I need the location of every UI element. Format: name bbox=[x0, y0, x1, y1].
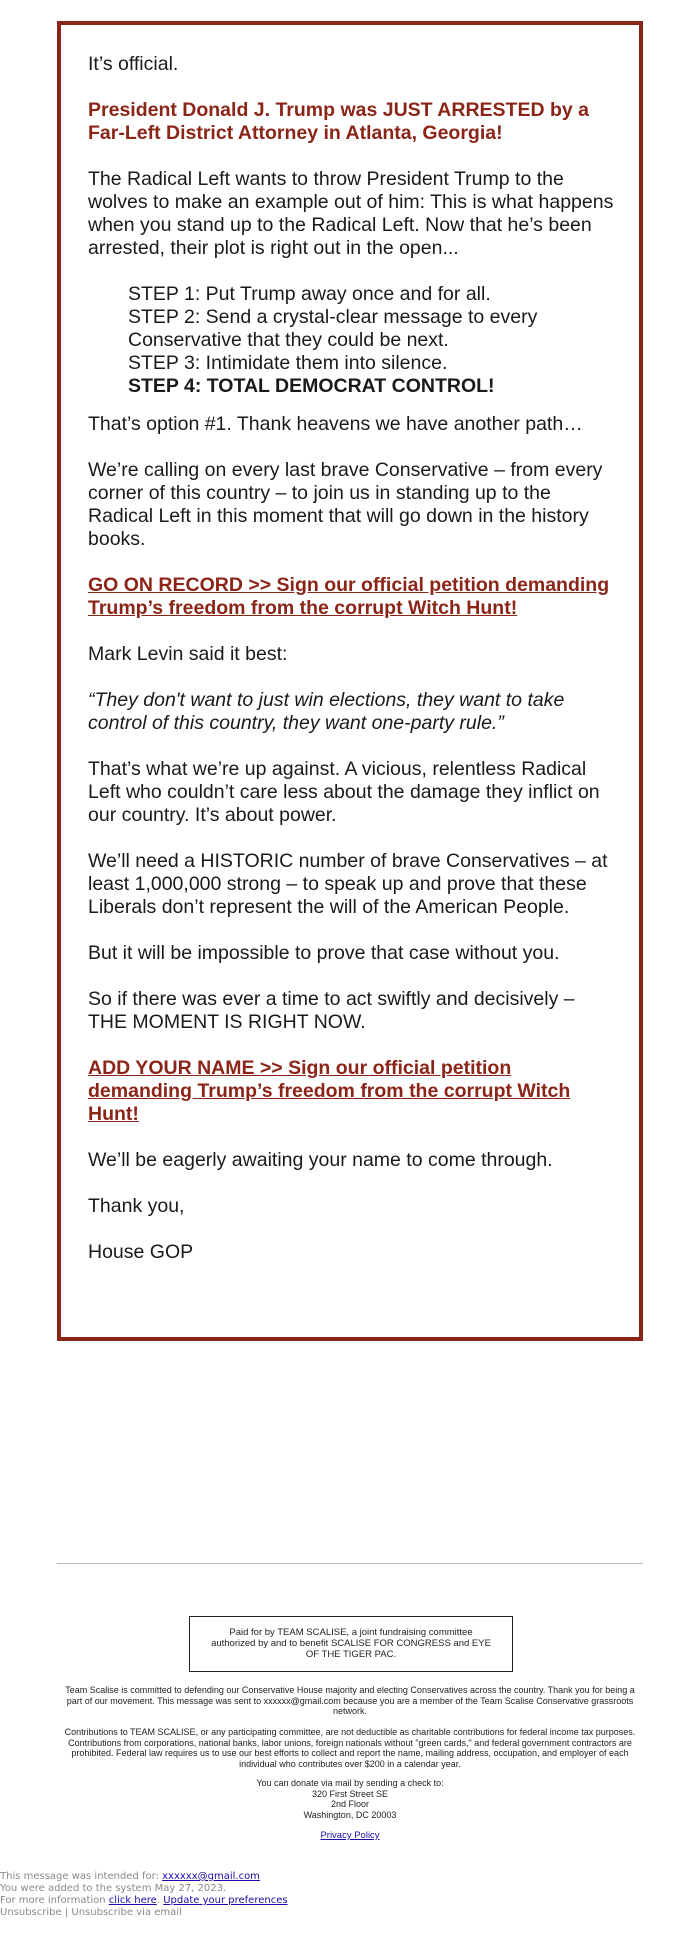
click-here-link[interactable]: click here bbox=[108, 1895, 157, 1906]
separator-dot: . bbox=[156, 1895, 164, 1906]
signature: House GOP bbox=[88, 1241, 194, 1263]
added-to-system-line: You were added to the system May 27, 2023. bbox=[0, 1883, 227, 1894]
paid-for-disclaimer: Paid for by TEAM SCALISE, a joint fundraising committee authorized by and to benefit SCALISE FOR CONGRESS and EYE OF THE TIGER PAC. bbox=[189, 1616, 513, 1672]
unsubscribe-separator: | bbox=[61, 1907, 72, 1918]
intended-email-link[interactable]: xxxxxx@gmail.com bbox=[162, 1871, 260, 1882]
address-line-2: 2nd Floor bbox=[330, 1799, 370, 1809]
headline: President Donald J. Trump was JUST ARRESTED by a Far-Left District Attorney in Atlanta, Georgia! bbox=[88, 99, 589, 144]
email-letter-box bbox=[57, 21, 643, 1341]
more-info-line bbox=[0, 1895, 420, 1907]
footer-divider bbox=[57, 1563, 643, 1564]
paragraph-moment: So if there was ever a time to act swiftly and decisively – THE MOMENT IS RIGHT NOW. bbox=[88, 988, 575, 1033]
paragraph-levin: Mark Levin said it best: bbox=[88, 643, 288, 665]
step-1: STEP 1: Put Trump away once and for all. bbox=[128, 283, 491, 305]
paragraph-awaiting: We’ll be eagerly awaiting your name to come through. bbox=[88, 1149, 553, 1171]
privacy-policy-link[interactable]: Privacy Policy bbox=[320, 1830, 380, 1841]
privacy-section bbox=[57, 1830, 643, 1841]
step-3: STEP 3: Intimidate them into silence. bbox=[128, 352, 448, 374]
address-line-3: Washington, DC 20003 bbox=[303, 1809, 397, 1820]
more-info-label: For more information bbox=[0, 1895, 109, 1906]
intended-for-line bbox=[0, 1871, 420, 1883]
paragraph-historic: We’ll need a HISTORIC number of brave Conservatives – at least 1,000,000 strong – to speak up and prove that these Liberals don’t represent the will of the American People. bbox=[88, 850, 608, 918]
step-2: STEP 2: Send a crystal-clear message to every Conservative that they could be next. bbox=[128, 306, 538, 351]
paragraph-up-against: That’s what we’re up against. A vicious, relentless Radical Left who couldn’t care less about the damage they inflict on our country. It’s about power. bbox=[88, 758, 600, 826]
petition-link-add-your-name[interactable]: ADD YOUR NAME >> Sign our official petition demanding Trump’s freedom from the corrupt Witch Hunt! bbox=[88, 1057, 571, 1125]
update-preferences-link[interactable]: Update your preferences bbox=[163, 1895, 288, 1906]
commitment-text: Team Scalise is committed to defending our Conservative House majority and electing Conservatives across the country. Thank you for being a part of our movement. This message was sent to xxxxxx@gmail.com because you are a member of the Team Scalise Conservative grassroots network. bbox=[65, 1685, 635, 1716]
sign-off: Thank you, bbox=[88, 1195, 185, 1217]
intended-for-label: This message was intended for: bbox=[0, 1871, 163, 1882]
unsubscribe-link[interactable]: Unsubscribe bbox=[0, 1907, 62, 1918]
paragraph-option: That’s option #1. Thank heavens we have another path… bbox=[88, 413, 583, 435]
petition-link-go-on-record[interactable]: GO ON RECORD >> Sign our official petition demanding Trump’s freedom from the corrupt Witch Hunt! bbox=[88, 574, 610, 619]
email-meta bbox=[0, 1871, 420, 1919]
steps-list bbox=[128, 283, 614, 398]
paragraph-calling: We’re calling on every last brave Conservative – from every corner of this country – to join us in standing up to the Radical Left in this moment that will go down in the history books. bbox=[88, 459, 603, 550]
mail-intro: You can donate via mail by sending a check to: bbox=[256, 1778, 444, 1788]
mailing-address bbox=[57, 1778, 643, 1820]
step-4: STEP 4: TOTAL DEMOCRAT CONTROL! bbox=[128, 375, 495, 397]
unsubscribe-line bbox=[0, 1907, 420, 1919]
address-line-1: 320 First Street SE bbox=[311, 1788, 389, 1799]
paragraph-impossible: But it will be impossible to prove that case without you. bbox=[88, 942, 560, 964]
unsubscribe-via-email-link[interactable]: Unsubscribe via email bbox=[71, 1907, 182, 1918]
paragraph-radical-left: The Radical Left wants to throw President Trump to the wolves to make an example out of him: This is what happens when you stand up to the Radical Left. Now that he’s been arrested, their plot is right out in the open... bbox=[88, 168, 614, 259]
contributions-disclaimer: Contributions to TEAM SCALISE, or any participating committee, are not deductible as charitable contributions for federal income tax purposes. Contributions from corporations, national banks, labor unions, foreign nationals without "green cards," and federal government contractors are prohibited. Federal law requires us to use our best efforts to collect and report the name, mailing address, occupation, and employer of each individual who contributes over $200 in a calendar year. bbox=[64, 1727, 636, 1769]
opening-line: It’s official. bbox=[88, 53, 179, 75]
levin-quote: “They don't want to just win elections, they want to take control of this country, they want one-party rule.” bbox=[88, 689, 565, 734]
